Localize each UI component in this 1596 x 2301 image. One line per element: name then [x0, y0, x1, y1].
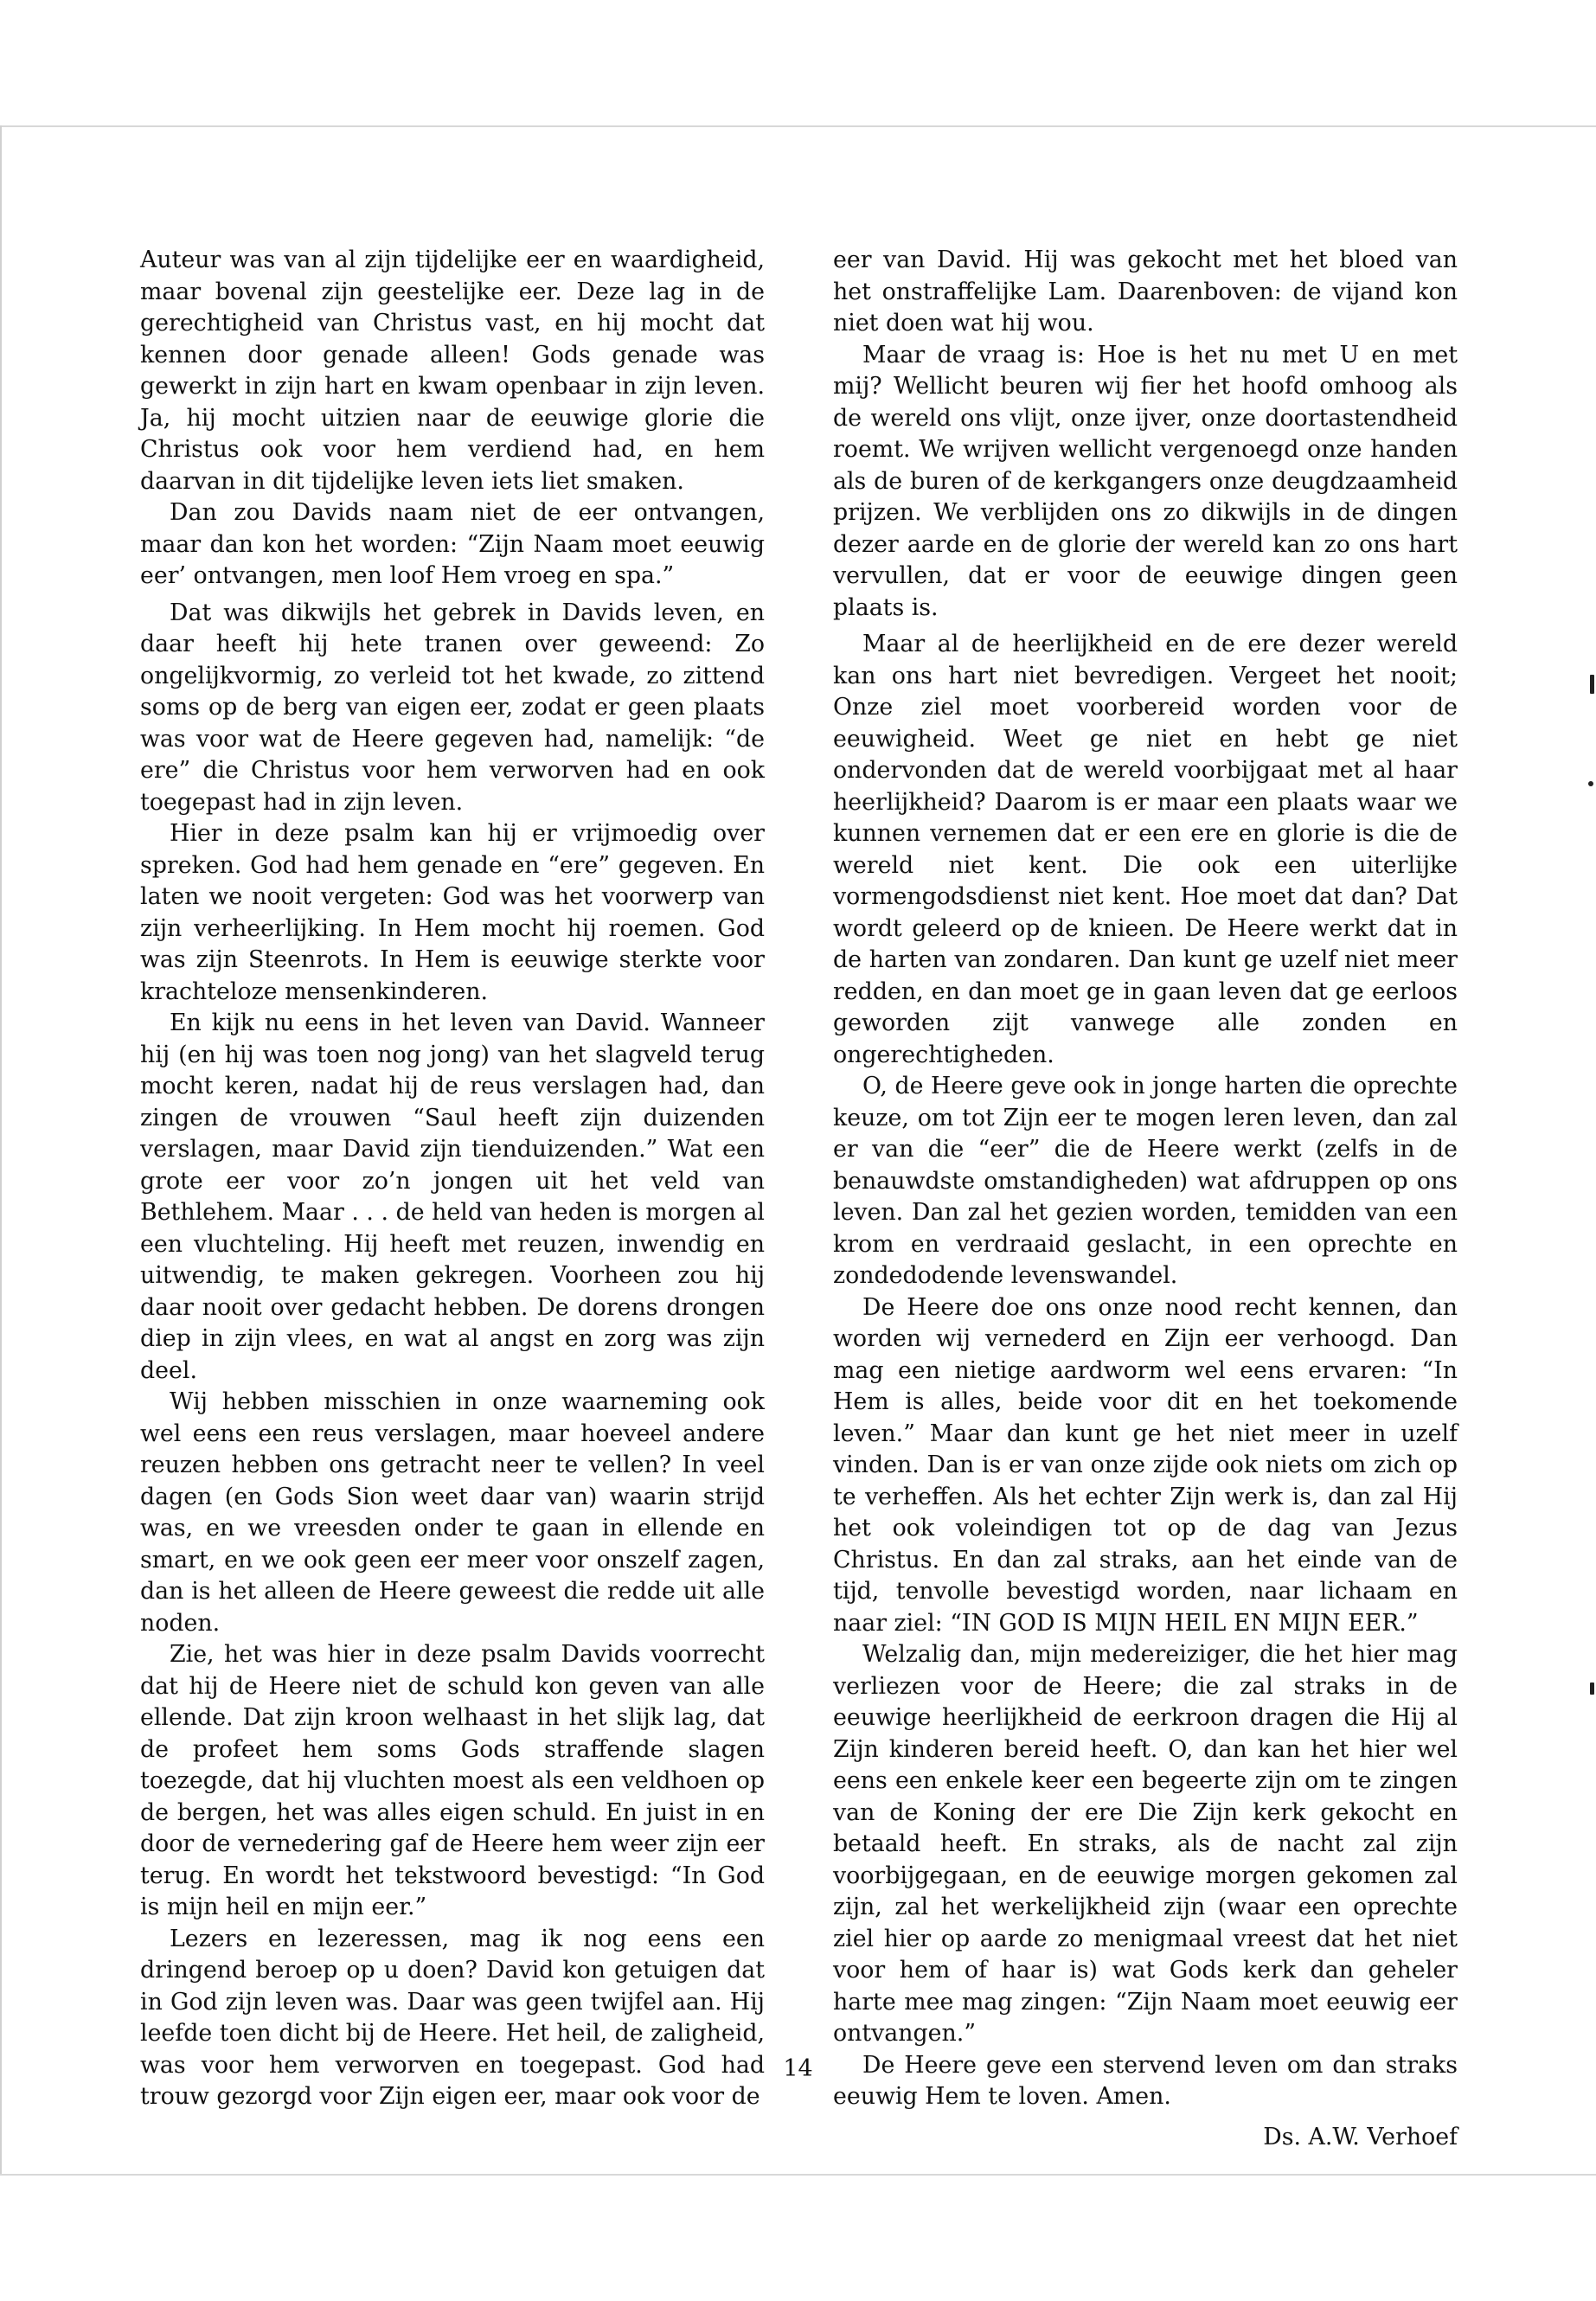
paragraph: Dat was dikwijls het gebrek in Davids leven, en daar heeft hij hete tranen over geweend: Zo ongelijkvormig, zo verleid tot het kwade, zo zittend soms op de berg van eigen eer, zodat er geen plaats was voor wat de Heere gegeven had, namelijk: “de ere” die Christus voor hem verworven had en ook toegepast had in zijn leven.: [140, 599, 765, 816]
left-column: [140, 245, 765, 2113]
paragraph: Lezers en lezeressen, mag ik nog eens een dringend beroep op u doen? David kon getuigen dat in God zijn leven was. Daar was geen twijfel aan. Hij leefde toen dicht bij de Heere. Het heil, de zaligheid, was voor hem verworven en toegepast. God had trouw gezorgd voor Zijn eigen eer, maar ook voor de: [140, 1925, 765, 2110]
paragraph: Auteur was van al zijn tijdelijke eer en waardigheid, maar bovenal zijn geestelijke eer. Deze lag in de gerechtigheid van Christus vast, en hij mocht dat kennen door genade alleen! Gods genade was gewerkt in zijn hart en kwam openbaar in zijn leven. Ja, hij mocht uitzien naar de eeuwige glorie die Christus ook voor hem verdiend had, en hem daarvan in dit tijdelijke leven iets liet smaken.: [140, 247, 765, 495]
scan-border-left: [0, 125, 2, 2176]
right-column: [833, 245, 1458, 2153]
paragraph: Zie, het was hier in deze psalm Davids voorrecht dat hij de Heere niet de schuld kon geven van alle ellende. Dat zijn kroon welhaast in het slijk lag, dat de profeet hem soms Gods straffende slagen toezegde, dat hij vluchten moest als een veldhoen op de bergen, het was alles eigen schuld. En juist in en door de vernedering gaf de Heere hem weer zijn eer terug. En wordt het tekstwoord bevestigd: “In God is mijn heil en mijn eer.”: [140, 1641, 765, 1920]
paragraph: Welzalig dan, mijn medereiziger, die het hier mag verliezen voor de Heere; die zal straks in de eeuwige heerlijkheid de eerkroon dragen die Hij al Zijn kinderen bereid heeft. O, dan kan het hier wel eens een enkele keer een begeerte zijn om te zingen van de Koning der ere Die Zijn kerk gekocht en betaald heeft. En straks, als de nacht zal zijn voorbijgegaan, en de eeuwige morgen gekomen zal zijn, zal het werkelijkheid zijn (waar een oprechte ziel hier op aarde zo menigmaal vreest dat het niet voor hem of haar is) wat Gods kerk dan geheler harte mee mag zingen: “Zijn Naam moet eeuwig eer ontvangen.”: [833, 1641, 1458, 2047]
scan-border-top: [0, 125, 1596, 127]
scan-speck: [1590, 1682, 1594, 1695]
scan-speck: [1590, 675, 1594, 694]
paragraph: Dan zou Davids naam niet de eer ontvangen, maar dan kon het worden: “Zijn Naam moet eeuwig eer’ ontvangen, men loof Hem vroeg en spa.”: [140, 499, 765, 589]
paragraph: De Heere doe ons onze nood recht kennen, dan worden wij vernederd en Zijn eer verhoogd. Dan mag een nietige aardworm wel eens ervaren: “In Hem is alles, beide voor dit en het toekomende leven.” Maar dan kunt ge het niet meer in uzelf vinden. Dan is er van onze zijde ook niets om zich op te verheffen. Als het echter Zijn werk is, dan zal Hij het ook voleindigen tot op de dag van Jezus Christus. En dan zal straks, aan het einde van de tijd, tenvolle bevestigd worden, naar lichaam en naar ziel: “IN GOD IS MIJN HEIL EN MIJN EER.”: [833, 1293, 1458, 1637]
page-number: 14: [783, 2055, 813, 2082]
paragraph: De Heere geve een stervend leven om dan straks eeuwig Hem te loven. Amen.: [833, 2051, 1458, 2110]
paragraph: Hier in deze psalm kan hij er vrijmoedig over spreken. God had hem genade en “ere” gegeven. En laten we nooit vergeten: God was het voorwerp van zijn verheerlijking. In Hem mocht hij roemen. God was zijn Steenrots. In Hem is eeuwige sterkte voor krachteloze mensenkinderen.: [140, 820, 765, 1005]
paragraph: O, de Heere geve ook in jonge harten die oprechte keuze, om tot Zijn eer te mogen leren leven, dan zal er van die “eer” die de Heere werkt (zelfs in de benauwdste omstandigheden) wat afdruppen op ons leven. Dan zal het gezien worden, temidden van een krom en verdraaid geslacht, in een oprechte en zondedodende levenswandel.: [833, 1073, 1458, 1289]
paragraph: Wij hebben misschien in onze waarneming ook wel eens een reus verslagen, maar hoeveel andere reuzen hebben ons getracht neer te vellen? In veel dagen (en Gods Sion weet daar van) waarin strijd was, en we vreesden onder te gaan in ellende en smart, en we ook geen eer meer voor onszelf zagen, dan is het alleen de Heere geweest die redde uit alle noden.: [140, 1388, 765, 1637]
scan-border-bottom: [0, 2174, 1596, 2176]
scan-speck: [1588, 781, 1593, 786]
paragraph: Maar al de heerlijkheid en de ere dezer wereld kan ons hart niet bevredigen. Vergeet het nooit; Onze ziel moet voorbereid worden voor de eeuwigheid. Weet ge niet en hebt ge niet ondervonden dat de wereld voorbijgaat met al haar heerlijkheid? Daarom is er maar een plaats waar we kunnen vernemen dat er een ere en glorie is die de wereld niet kent. Die ook een uiterlijke vormengodsdienst niet kent. Hoe moet dat dan? Dat wordt geleerd op de knieen. De Heere werkt dat in de harten van zondaren. Dan kunt ge uzelf niet meer redden, en dan moet ge in gaan leven dat ge eerloos geworden zijt vanwege alle zonden en ongerechtigheden.: [833, 631, 1458, 1068]
paragraph: eer van David. Hij was gekocht met het bloed van het onstraffelijke Lam. Daarenboven: de vijand kon niet doen wat hij wou.: [833, 247, 1458, 336]
paragraph: En kijk nu eens in het leven van David. Wanneer hij (en hij was toen nog jong) van het slagveld terug mocht keren, nadat hij de reus verslagen had, dan zingen de vrouwen “Saul heeft zijn duizenden verslagen, maar David zijn tienduizenden.” Wat een grote eer voor zo’n jongen uit het veld van Bethlehem. Maar . . . de held van heden is morgen al een vluchteling. Hij heeft met reuzen, inwendig en uitwendig, te maken gekregen. Voorheen zou hij daar nooit over gedacht hebben. De dorens drongen diep in zijn vlees, en wat al angst en zorg was zijn deel.: [140, 1009, 765, 1384]
author-signature: Ds. A.W. Verhoef: [1263, 2123, 1458, 2150]
paragraph: Maar de vraag is: Hoe is het nu met U en met mij? Wellicht beuren wij fier het hoofd omhoog als de wereld ons vlijt, onze ijver, onze doortastendheid roemt. We wrijven wellicht vergenoegd onze handen als de buren of de kerkgangers onze deugdzaamheid prijzen. We verblijden ons zo dikwijls in de dingen dezer aarde en de glorie der wereld kan zo ons hart vervullen, dat er voor de eeuwige dingen geen plaats is.: [833, 341, 1458, 621]
